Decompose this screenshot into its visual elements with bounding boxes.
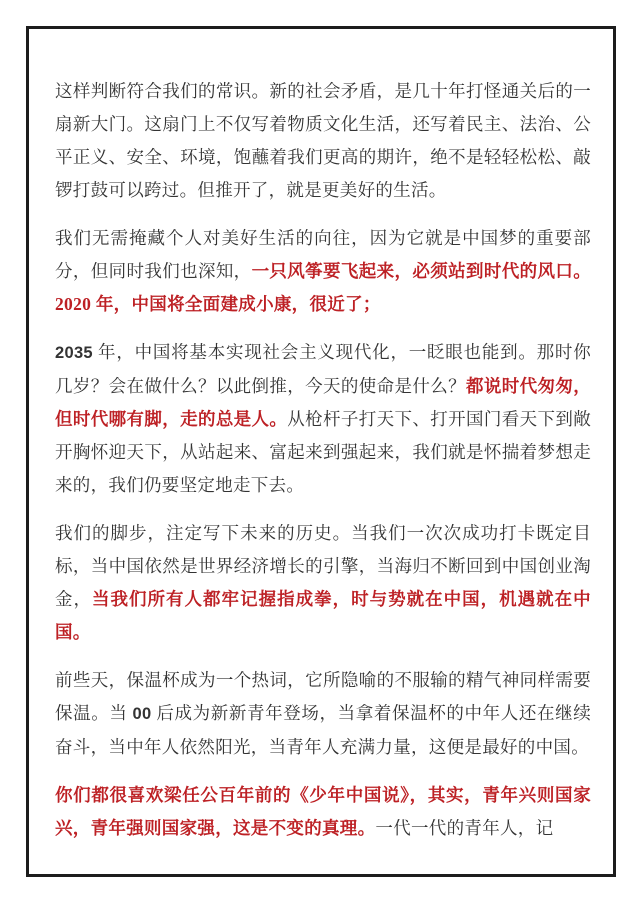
- text-run: 一代一代的青年人，记: [375, 818, 554, 838]
- text-run: 年，中国将基本实现社会主义现代化，一眨眼也能到。那时你几岁？会在做什么？以此倒推，今天的使命是什么？: [55, 342, 591, 396]
- text-run: 2035: [55, 344, 93, 362]
- text-run: 我们无需掩藏个人对美好生活的向往，因为它就是中国梦的重要部分，但同时我们也深知，: [55, 228, 591, 281]
- highlighted-text-run: 一只风筝要飞起来，必须站到时代的风口。2020 年，中国将全面建成小康，很近了；: [55, 261, 591, 314]
- highlighted-text-run: 你们都很喜欢梁任公百年前的《少年中国说》，其实，青年兴则国家兴，青年强则国家强，这是不变的真理。: [55, 785, 591, 838]
- text-run: 前些天，保温杯成为一个热词，它所隐喻的不服输的精气神同样需要保温。当: [55, 670, 591, 723]
- highlighted-text-run: 都说时代匆匆，但时代哪有脚，走的总是人。: [55, 376, 591, 429]
- text-run: 这样判断符合我们的常识。新的社会矛盾，是几十年打怪通关后的一扇新大门。这扇门上不仅写着物质文化生活，还写着民主、法治、公平正义、安全、环境，饱蘸着我们更高的期许，绝不是轻轻松松、敲锣打鼓可以跨过。但推开了，就是更美好的生活。: [55, 81, 591, 200]
- highlighted-text-run: 当我们所有人都牢记握指成拳，时与势就在中国，机遇就在中国。: [55, 589, 591, 642]
- paragraph: [55, 75, 591, 207]
- page-border-frame: [26, 26, 616, 877]
- paragraph: [55, 664, 591, 764]
- paragraph: [55, 779, 591, 845]
- text-run: 从枪杆子打天下、打开国门看天下到敞开胸怀迎天下，从站起来、富起来到强起来，我们就是怀揣着梦想走来的，我们仍要坚定地走下去。: [55, 409, 591, 495]
- text-run: 后成为新新青年登场，当拿着保温杯的中年人还在继续奋斗，当中年人依然阳光，当青年人充满力量，这便是最好的中国。: [55, 703, 592, 757]
- document-text: [55, 75, 591, 854]
- paragraph: [55, 336, 591, 502]
- text-run: 00: [132, 705, 152, 723]
- paragraph: [55, 222, 591, 321]
- paragraph: [55, 517, 591, 649]
- text-run: 我们的脚步，注定写下未来的历史。当我们一次次成功打卡既定目标，当中国依然是世界经济增长的引擎，当海归不断回到中国创业淘金，: [55, 523, 591, 609]
